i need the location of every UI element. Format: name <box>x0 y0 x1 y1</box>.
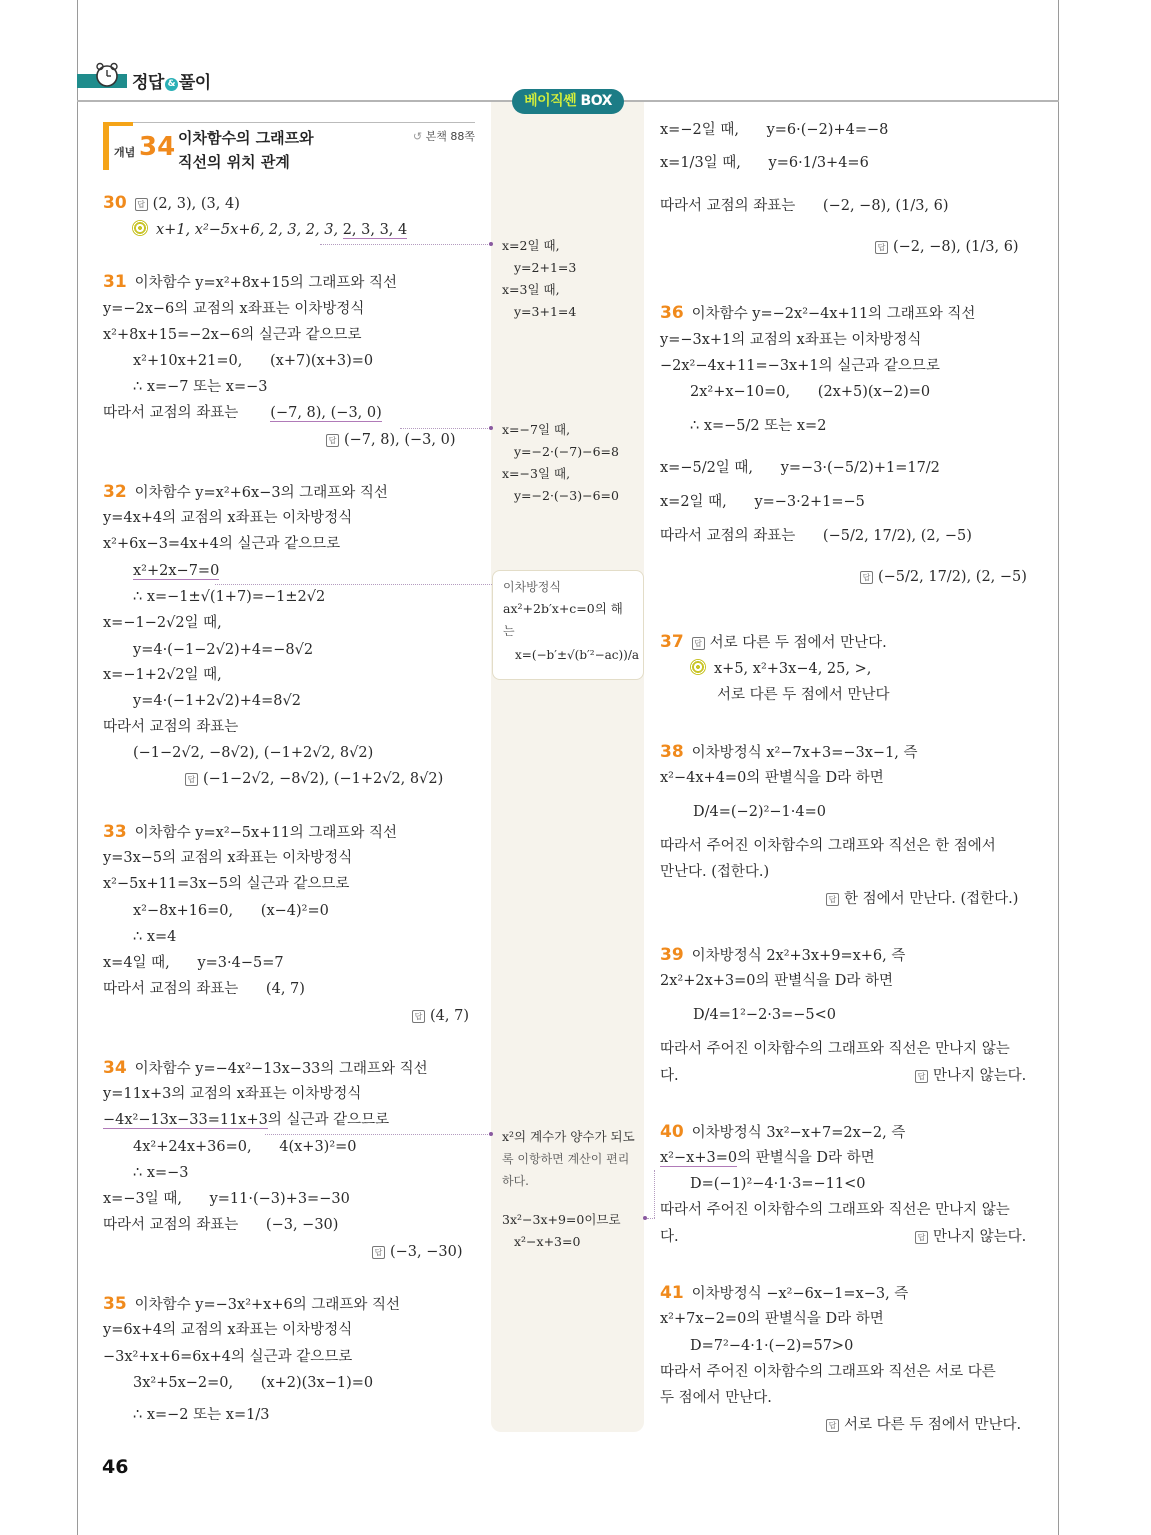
line-text: 의 판별식을 D라 하면 <box>737 1150 875 1166</box>
problem-36-line: 2x²+x−10=0, (2x+5)(x−2)=0 <box>690 384 931 400</box>
problem-30-hint <box>132 220 407 240</box>
problem-35-line: ∴ x=−2 또는 x=1/3 <box>133 1407 270 1423</box>
concept-topline <box>103 122 475 123</box>
line-text: 이차방정식 x²−7x+3=−3x−1, 즉 <box>691 745 918 761</box>
problem-35-line <box>103 1294 400 1315</box>
problem-34-line: 따라서 교점의 좌표는 (−3, −30) <box>103 1217 339 1233</box>
connector-line <box>654 1170 655 1218</box>
problem-33-line: 따라서 교점의 좌표는 (4, 7) <box>103 981 305 997</box>
answer-icon: 답 <box>826 1419 839 1432</box>
problem-41-line: x²+7x−2=0의 판별식을 D라 하면 <box>660 1311 884 1327</box>
problem-31-answer <box>326 430 455 450</box>
problem-32-line <box>103 482 388 503</box>
problem-31-coords <box>103 403 382 423</box>
connector-dot <box>489 426 493 430</box>
problem-33-line: y=3x−5의 교점의 x좌표는 이차방정식 <box>103 850 353 866</box>
page-border-left <box>77 0 78 1535</box>
problem-40-answer <box>915 1227 1026 1247</box>
hint-text: x+5, x²+3x−4, 25, >, <box>714 661 872 677</box>
problem-38-line: x²−4x+4=0의 판별식을 D라 하면 <box>660 770 884 786</box>
answer-icon: 답 <box>692 637 705 650</box>
problem-41-line: D=7²−4·1·(−2)=57>0 <box>690 1338 854 1354</box>
problem-number: 33 <box>103 822 127 842</box>
line-text: 이차방정식 2x²+3x+9=x+6, 즉 <box>691 948 906 964</box>
answer-text: (−7, 8), (−3, 0) <box>344 432 456 448</box>
problem-35-line: 3x²+5x−2=0, (x+2)(3x−1)=0 <box>133 1375 374 1391</box>
problem-34-answer <box>372 1242 463 1262</box>
badge-part1: 베이직쎈 <box>524 93 577 109</box>
problem-32-line: x=−1+2√2일 때, <box>103 667 222 683</box>
line-text: 의 실근과 같으므로 <box>267 1112 390 1128</box>
note-34-line: 록 이항하면 계산이 편리 <box>502 1152 630 1166</box>
problem-32-line <box>133 561 219 581</box>
page-border-right <box>1058 0 1059 1535</box>
problem-32-line: y=4·(−1+2√2)+4=8√2 <box>133 693 301 709</box>
underlined-eq: x²−x+3=0 <box>660 1150 738 1166</box>
problem-36-line: y=−3x+1의 교점의 x좌표는 이차방정식 <box>660 332 922 348</box>
problem-36-line: ∴ x=−5/2 또는 x=2 <box>690 418 827 434</box>
problem-34-line <box>103 1058 428 1079</box>
problem-36-line: x=2일 때, y=−3·2+1=−5 <box>660 494 865 510</box>
problem-38-line: D/4=(−2)²−1·4=0 <box>693 804 826 820</box>
problem-32-line: (−1−2√2, −8√2), (−1+2√2, 8√2) <box>133 745 374 761</box>
answer-icon: 답 <box>372 1246 385 1259</box>
hint-text: x+1, x²−5x+6, 2, 3, 2, 3, <box>156 222 343 238</box>
problem-32-answer <box>185 769 443 789</box>
problem-39-answer <box>915 1066 1026 1086</box>
hint-underlined: 2, 3, 3, 4 <box>342 222 408 238</box>
answer-text: (2, 3), (3, 4) <box>152 196 240 212</box>
note-30-line: y=2+1=3 <box>514 260 577 275</box>
note-31-line: x=−7일 때, <box>502 422 571 437</box>
problem-33-line: x²−8x+16=0, (x−4)²=0 <box>133 903 329 919</box>
answer-text: (−5/2, 17/2), (2, −5) <box>878 569 1027 585</box>
answer-icon: 답 <box>326 434 339 447</box>
problem-31-line: y=−2x−6의 교점의 x좌표는 이차방정식 <box>103 301 365 317</box>
underlined-eq: −4x²−13x−33=11x+3 <box>103 1112 268 1128</box>
problem-33-line <box>103 822 397 843</box>
problem-number: 30 <box>103 193 127 213</box>
problem-32-line: ∴ x=−1±√(1+7)=−1±2√2 <box>133 589 326 605</box>
coord-label: 따라서 교점의 좌표는 <box>103 405 239 421</box>
concept-header <box>103 122 475 174</box>
problem-35-cont-line: x=1/3일 때, y=6·1/3+4=6 <box>660 155 869 171</box>
target-icon <box>132 220 148 236</box>
problem-39-line: 따라서 주어진 이차함수의 그래프와 직선은 만나지 않는 <box>660 1041 1010 1057</box>
problem-31-line: ∴ x=−7 또는 x=−3 <box>133 379 268 395</box>
problem-35-answer <box>875 237 1019 257</box>
concept-title-1: 이차함수의 그래프와 <box>178 129 314 147</box>
problem-number: 37 <box>660 632 684 652</box>
line-text: 이차함수 y=−2x²−4x+11의 그래프와 직선 <box>691 306 976 322</box>
problem-35-cont-line: x=−2일 때, y=6·(−2)+4=−8 <box>660 122 889 138</box>
problem-40-line: D=(−1)²−4·1·3=−11<0 <box>690 1176 866 1192</box>
answer-icon: 답 <box>915 1070 928 1083</box>
note-30-line: x=3일 때, <box>502 282 560 297</box>
note-31-line: y=−2·(−7)−6=8 <box>514 444 619 459</box>
problem-40-line <box>660 1122 905 1143</box>
problem-number: 32 <box>103 482 127 502</box>
problem-34-line <box>103 1110 389 1130</box>
problem-32-line: x=−1−2√2일 때, <box>103 615 222 631</box>
problem-number: 34 <box>103 1058 127 1078</box>
problem-41-line <box>660 1283 908 1304</box>
problem-39-line: 다. <box>660 1068 679 1084</box>
problem-32-line: 따라서 교점의 좌표는 <box>103 719 239 735</box>
problem-32-line: x²+6x−3=4x+4의 실근과 같으므로 <box>103 536 341 552</box>
problem-number: 41 <box>660 1283 684 1303</box>
quadratic-formula: x=(−b′±√(b′²−ac))/a <box>515 648 640 662</box>
problem-36-line: x=−5/2일 때, y=−3·(−5/2)+1=17/2 <box>660 460 940 476</box>
problem-40-line: 다. <box>660 1229 679 1245</box>
note-40-line: x²−x+3=0 <box>514 1234 581 1249</box>
line-text: 이차함수 y=−4x²−13x−33의 그래프와 직선 <box>134 1061 428 1077</box>
line-text: 이차함수 y=−3x²+x+6의 그래프와 직선 <box>134 1297 400 1313</box>
line-text: 이차함수 y=x²+6x−3의 그래프와 직선 <box>134 485 388 501</box>
answer-text: 만나지 않는다. <box>933 1068 1027 1084</box>
problem-39-line <box>660 945 905 966</box>
line-text: 이차방정식 3x²−x+7=2x−2, 즉 <box>691 1125 906 1141</box>
concept-bracket-top <box>103 122 133 126</box>
concept-title-2: 직선의 위치 관계 <box>178 153 290 171</box>
problem-38-line: 만난다. (접한다.) <box>660 864 770 880</box>
page-number: 46 <box>102 1456 129 1478</box>
problem-37-answer <box>660 632 887 653</box>
problem-34-line: y=11x+3의 교점의 x좌표는 이차방정식 <box>103 1086 362 1102</box>
note-31-line: x=−3일 때, <box>502 466 571 481</box>
title-part-answer: 정답 <box>132 73 164 93</box>
answer-icon: 답 <box>915 1231 928 1244</box>
problem-39-line: 2x²+2x+3=0의 판별식을 D라 하면 <box>660 973 894 989</box>
refresh-icon: ↺ <box>412 130 423 143</box>
tip-title: 이차방정식 <box>503 580 561 594</box>
connector-line <box>265 1134 490 1135</box>
answer-text: 서로 다른 두 점에서 만난다. <box>709 635 887 651</box>
answer-icon: 답 <box>135 198 148 211</box>
note-34-line: x²의 계수가 양수가 되도 <box>502 1129 635 1144</box>
problem-41-line: 따라서 주어진 이차함수의 그래프와 직선은 서로 다른 <box>660 1364 996 1380</box>
note-30-line: y=3+1=4 <box>514 304 577 319</box>
problem-36-answer <box>860 567 1027 587</box>
problem-35-cont-line: 따라서 교점의 좌표는 (−2, −8), (1/3, 6) <box>660 198 949 214</box>
problem-number: 39 <box>660 945 684 965</box>
answer-icon: 답 <box>860 571 873 584</box>
tip-line: ax²+2b′x+c=0의 해 <box>503 601 623 616</box>
note-40-line: 3x²−3x+9=0이므로 <box>502 1212 621 1227</box>
problem-31-line: x²+10x+21=0, (x+7)(x+3)=0 <box>133 353 374 369</box>
concept-bracket <box>103 122 109 170</box>
answer-icon: 답 <box>185 773 198 786</box>
answer-text: (−2, −8), (1/3, 6) <box>893 239 1019 255</box>
line-text: 이차함수 y=x²+8x+15의 그래프와 직선 <box>134 275 398 291</box>
formula-tip-box <box>492 570 644 680</box>
problem-40-line <box>660 1148 875 1168</box>
problem-41-line: 두 점에서 만난다. <box>660 1390 772 1406</box>
line-text: 이차방정식 −x²−6x−1=x−3, 즉 <box>691 1286 909 1302</box>
problem-33-answer <box>412 1006 469 1026</box>
problem-35-line: −3x²+x+6=6x+4의 실근과 같으므로 <box>103 1349 353 1365</box>
problem-40-line: 따라서 주어진 이차함수의 그래프와 직선은 만나지 않는 <box>660 1202 1010 1218</box>
problem-41-answer <box>826 1415 1021 1435</box>
connector-line <box>400 428 490 429</box>
problem-number: 35 <box>103 1294 127 1314</box>
tip-line: 는 <box>503 624 515 638</box>
badge-part2: BOX <box>580 93 612 109</box>
problem-36-line: −2x²−4x+11=−3x+1의 실근과 같으므로 <box>660 358 940 374</box>
target-icon <box>690 659 706 675</box>
alarm-clock-icon <box>94 62 120 88</box>
answer-text: (−3, −30) <box>390 1244 463 1260</box>
textbook-ref <box>413 128 475 144</box>
problem-33-line: x=4일 때, y=3·4−5=7 <box>103 955 284 971</box>
line-text: 이차함수 y=x²−5x+11의 그래프와 직선 <box>134 825 398 841</box>
answer-text: 만나지 않는다. <box>933 1229 1027 1245</box>
problem-36-line: 따라서 교점의 좌표는 (−5/2, 17/2), (2, −5) <box>660 528 972 544</box>
problem-34-line: 4x²+24x+36=0, 4(x+3)²=0 <box>133 1139 357 1155</box>
note-34-line: 하다. <box>502 1174 529 1188</box>
note-30-line: x=2일 때, <box>502 238 560 253</box>
answer-icon: 답 <box>875 241 888 254</box>
problem-38-line <box>660 742 918 763</box>
connector-line <box>647 1218 655 1219</box>
connector-dot <box>489 242 493 246</box>
basic-box-badge <box>512 89 624 114</box>
problem-32-line: y=4x+4의 교점의 x좌표는 이차방정식 <box>103 510 353 526</box>
answer-text: 한 점에서 만난다. (접한다.) <box>844 891 1019 907</box>
ref-text: 본책 88쪽 <box>425 130 475 143</box>
problem-37-hint-line: 서로 다른 두 점에서 만난다 <box>717 687 890 703</box>
answer-text: 서로 다른 두 점에서 만난다. <box>844 1417 1022 1433</box>
section-title <box>132 68 211 93</box>
problem-35-line: y=6x+4의 교점의 x좌표는 이차방정식 <box>103 1322 353 1338</box>
amp-badge: & <box>165 78 178 91</box>
problem-number: 31 <box>103 272 127 292</box>
problem-30-answer <box>103 193 240 214</box>
problem-33-line: x²−5x+11=3x−5의 실근과 같으므로 <box>103 876 350 892</box>
problem-38-answer <box>826 889 1018 909</box>
connector-dot <box>489 1132 493 1136</box>
problem-39-line: D/4=1²−2·3=−5<0 <box>693 1007 837 1023</box>
problem-38-line: 따라서 주어진 이차함수의 그래프와 직선은 한 점에서 <box>660 838 996 854</box>
title-part-solution: 풀이 <box>178 73 211 93</box>
problem-33-line: ∴ x=4 <box>133 929 177 945</box>
problem-number: 38 <box>660 742 684 762</box>
problem-34-line: x=−3일 때, y=11·(−3)+3=−30 <box>103 1191 350 1207</box>
problem-34-line: ∴ x=−3 <box>133 1165 189 1181</box>
connector-line <box>215 584 492 585</box>
problem-37-hint <box>690 659 871 679</box>
note-31-line: y=−2·(−3)−6=0 <box>514 488 619 503</box>
problem-31-line: x²+8x+15=−2x−6의 실근과 같으므로 <box>103 327 362 343</box>
underlined-eq: x²+2x−7=0 <box>133 563 220 579</box>
answer-text: (4, 7) <box>430 1008 469 1024</box>
problem-number: 36 <box>660 303 684 323</box>
connector-line <box>320 244 490 245</box>
problem-number: 40 <box>660 1122 684 1142</box>
problem-36-line <box>660 303 975 324</box>
concept-label: 개념 <box>114 146 136 159</box>
concept-number: 34 <box>139 132 176 162</box>
answer-icon: 답 <box>412 1010 425 1023</box>
coord-value: (−7, 8), (−3, 0) <box>270 405 382 421</box>
problem-32-line: y=4·(−1−2√2)+4=−8√2 <box>133 642 314 658</box>
problem-31-line <box>103 272 397 293</box>
answer-text: (−1−2√2, −8√2), (−1+2√2, 8√2) <box>203 771 444 787</box>
answer-icon: 답 <box>826 893 839 906</box>
